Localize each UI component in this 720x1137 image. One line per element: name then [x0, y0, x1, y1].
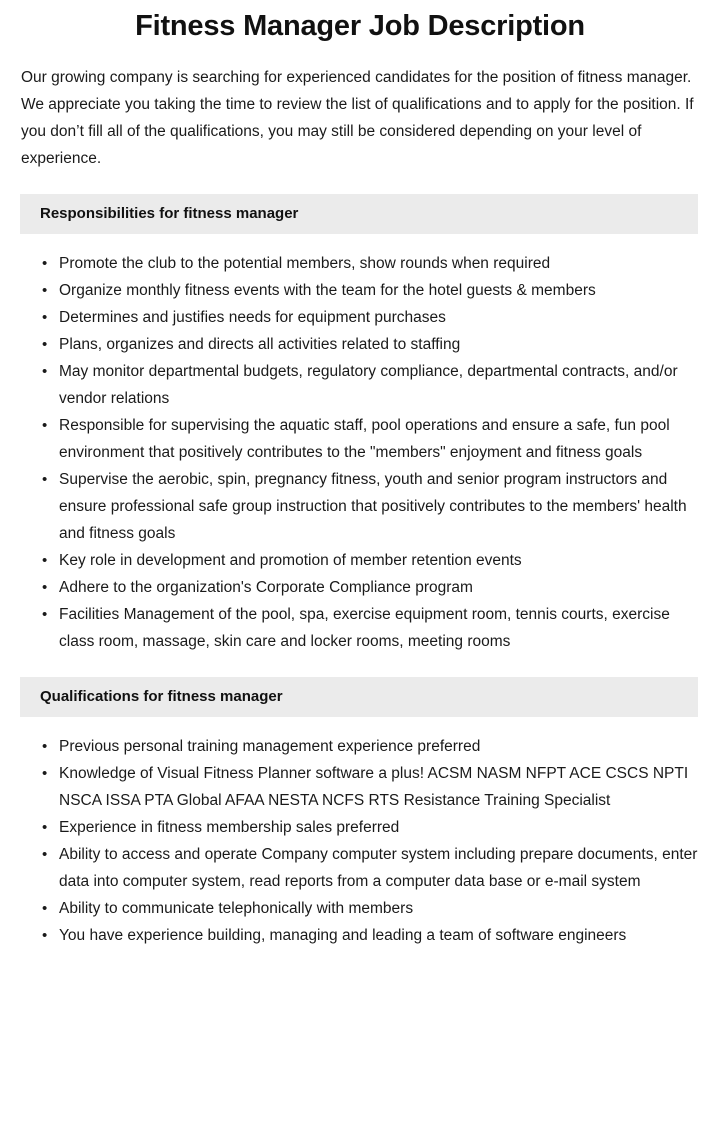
list-item: • Previous personal training management experience preferred	[20, 733, 698, 760]
list-item: • Knowledge of Visual Fitness Planner software a plus! ACSM NASM NFPT ACE CSCS NPTI NSCA ISSA PTA Global AFAA NESTA NCFS RTS Resistance Training Specialist	[20, 760, 698, 814]
section-header-label: Qualifications for fitness manager	[40, 688, 283, 705]
qualifications-list	[0, 717, 720, 975]
list-item: • Adhere to the organization's Corporate Compliance program	[20, 574, 698, 601]
list-item: • Supervise the aerobic, spin, pregnancy fitness, youth and senior program instructors and ensure professional safe group instruction that positively contributes to the members' health and fitness goals	[20, 466, 698, 547]
list-item: • May monitor departmental budgets, regulatory compliance, departmental contracts, and/or vendor relations	[20, 358, 698, 412]
section-header-qualifications	[20, 677, 698, 717]
list-item: • Promote the club to the potential members, show rounds when required	[20, 250, 698, 277]
list-item: • You have experience building, managing and leading a team of software engineers	[20, 922, 698, 949]
list-item: • Facilities Management of the pool, spa, exercise equipment room, tennis courts, exercise class room, massage, skin care and locker rooms, meeting rooms	[20, 601, 698, 655]
list-item: • Determines and justifies needs for equipment purchases	[20, 304, 698, 331]
section-header-label: Responsibilities for fitness manager	[40, 205, 299, 222]
page-title: Fitness Manager Job Description	[135, 10, 585, 42]
list-item: • Experience in fitness membership sales preferred	[20, 814, 698, 841]
intro-paragraph: Our growing company is searching for experienced candidates for the position of fitness manager. We appreciate you taking the time to review the list of qualifications and to apply for the position. If you don’t fill all of the qualifications, you may still be considered depending on your level of experience.	[21, 69, 694, 167]
qualifications-section	[0, 677, 720, 975]
list-item: • Organize monthly fitness events with the team for the hotel guests & members	[20, 277, 698, 304]
section-header-responsibilities	[20, 194, 698, 234]
list-item: • Responsible for supervising the aquatic staff, pool operations and ensure a safe, fun pool environment that positively contributes to the "members" enjoyment and fitness goals	[20, 412, 698, 466]
responsibilities-section	[0, 194, 720, 655]
list-item: • Ability to access and operate Company computer system including prepare documents, enter data into computer system, read reports from a computer data base or e-mail system	[20, 841, 698, 895]
list-item: • Key role in development and promotion of member retention events	[20, 547, 698, 574]
list-item: • Ability to communicate telephonically with members	[20, 895, 698, 922]
responsibilities-list	[0, 234, 720, 655]
list-item: • Plans, organizes and directs all activities related to staffing	[20, 331, 698, 358]
